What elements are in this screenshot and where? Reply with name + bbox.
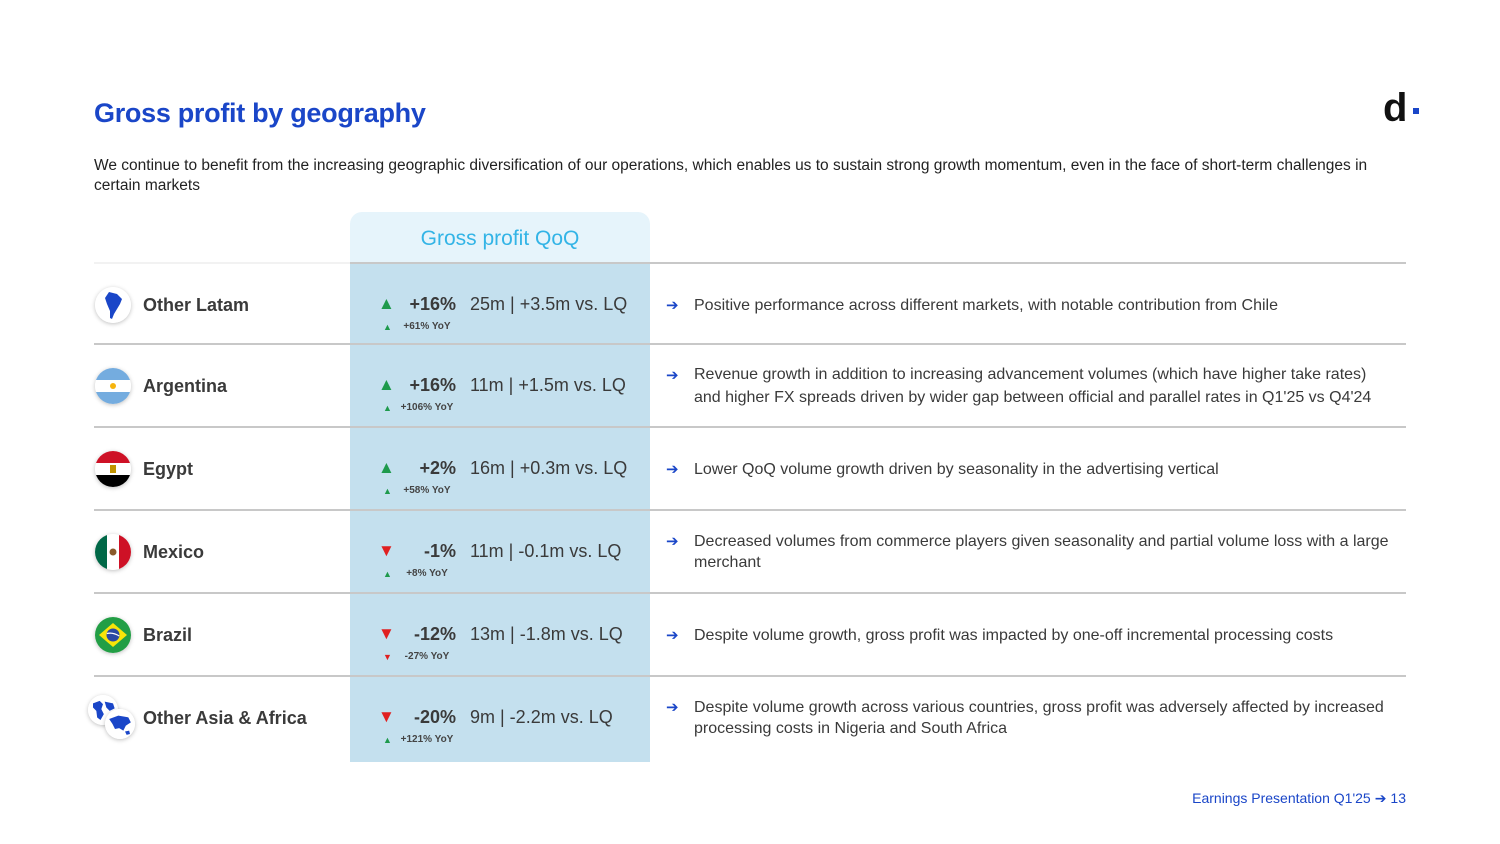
table-row — [94, 511, 1406, 594]
qoq-down-arrow-icon: ▼ — [378, 541, 395, 560]
table-row — [94, 677, 1406, 760]
bullet-arrow-icon: ➔ — [666, 699, 679, 716]
logo-dot — [1413, 108, 1419, 114]
geography-table — [94, 262, 1406, 760]
page-title: Gross profit by geography — [94, 98, 426, 128]
yoy-up-arrow-icon: ▲ — [383, 569, 392, 579]
qoq-amount: 11m | -0.1m vs. LQ — [470, 541, 622, 561]
qoq-amount: 13m | -1.8m vs. LQ — [470, 624, 623, 644]
bullet-arrow-icon: ➔ — [666, 297, 679, 314]
qoq-amount: 25m | +3.5m vs. LQ — [470, 294, 628, 314]
asia-globe-icon — [105, 709, 135, 739]
qoq-percent: -12% — [413, 624, 456, 644]
yoy-up-arrow-icon: ▲ — [383, 322, 392, 332]
yoy-value: +106% YoY — [400, 402, 454, 413]
region-name: Other Latam — [143, 295, 250, 315]
yoy-up-arrow-icon: ▲ — [383, 403, 392, 413]
bullet-arrow-icon: ➔ — [666, 461, 679, 478]
row-comment: Despite volume growth across various countries, gross profit was adversely affected by increased processing costs in Nigeria and South Africa — [694, 699, 1384, 737]
brazil-flag-icon — [95, 617, 131, 653]
region-name: Brazil — [143, 625, 193, 645]
qoq-up-arrow-icon: ▲ — [378, 458, 395, 477]
qoq-percent: -1% — [423, 541, 456, 561]
qoq-percent: +16% — [409, 375, 456, 395]
brand-logo — [1383, 86, 1423, 130]
bullet-arrow-icon: ➔ — [666, 627, 679, 644]
row-comment: Revenue growth in addition to increasing advancement volumes (which have higher take rates) and higher FX spreads driven by wider gap between official and parallel rates in Q1'25 vs Q4'24 — [694, 366, 1372, 406]
row-comment: Lower QoQ volume growth driven by seasonality in the advertising vertical — [694, 461, 1219, 478]
yoy-value: +58% YoY — [403, 485, 451, 496]
footer-label: Earnings Presentation Q1'25 — [1192, 790, 1371, 806]
logo-letter: d — [1383, 86, 1408, 130]
page-footer — [1192, 789, 1406, 807]
qoq-up-arrow-icon: ▲ — [378, 375, 395, 394]
qoq-up-arrow-icon: ▲ — [378, 294, 395, 313]
row-comment: Positive performance across different markets, with notable contribution from Chile — [694, 297, 1278, 314]
yoy-value: -27% YoY — [404, 651, 450, 662]
yoy-value: +121% YoY — [400, 734, 454, 745]
page-number: 13 — [1390, 790, 1406, 806]
table-row — [94, 428, 1406, 511]
bullet-arrow-icon: ➔ — [666, 533, 679, 550]
qoq-column-header: Gross profit QoQ — [350, 212, 650, 263]
qoq-percent: -20% — [413, 707, 456, 727]
region-name: Other Asia & Africa — [143, 708, 307, 728]
row-comment: Despite volume growth, gross profit was impacted by one-off incremental processing costs — [694, 627, 1334, 644]
yoy-up-arrow-icon: ▲ — [383, 735, 392, 745]
argentina-flag-icon — [95, 368, 131, 404]
mexico-flag-icon — [95, 534, 131, 570]
region-name: Mexico — [143, 542, 205, 562]
yoy-value: +61% YoY — [403, 321, 451, 332]
row-comment: Decreased volumes from commerce players given seasonality and partial volume loss with a large merchant — [694, 533, 1389, 571]
table-row — [94, 262, 1406, 345]
qoq-percent: +2% — [419, 458, 456, 478]
yoy-down-arrow-icon: ▼ — [383, 652, 392, 662]
qoq-down-arrow-icon: ▼ — [378, 707, 395, 726]
bullet-arrow-icon: ➔ — [666, 367, 679, 384]
yoy-value: +8% YoY — [406, 568, 448, 579]
table-row — [94, 594, 1406, 677]
page-subtitle: We continue to benefit from the increasing geographic diversification of our operations, which enables us to sustain strong growth momentum, even in the face of short-term challenges in certain markets — [94, 157, 1368, 194]
region-name: Argentina — [143, 376, 228, 396]
yoy-up-arrow-icon: ▲ — [383, 486, 392, 496]
qoq-amount: 16m | +0.3m vs. LQ — [470, 458, 628, 478]
south-america-globe-icon — [95, 287, 131, 323]
region-name: Egypt — [143, 459, 194, 479]
qoq-amount: 11m | +1.5m vs. LQ — [470, 375, 626, 395]
qoq-down-arrow-icon: ▼ — [378, 624, 395, 643]
footer-arrow-icon: ➔ — [1374, 790, 1387, 806]
qoq-amount: 9m | -2.2m vs. LQ — [470, 707, 613, 727]
egypt-flag-icon — [95, 451, 131, 487]
table-row — [94, 345, 1406, 428]
qoq-percent: +16% — [409, 294, 456, 314]
